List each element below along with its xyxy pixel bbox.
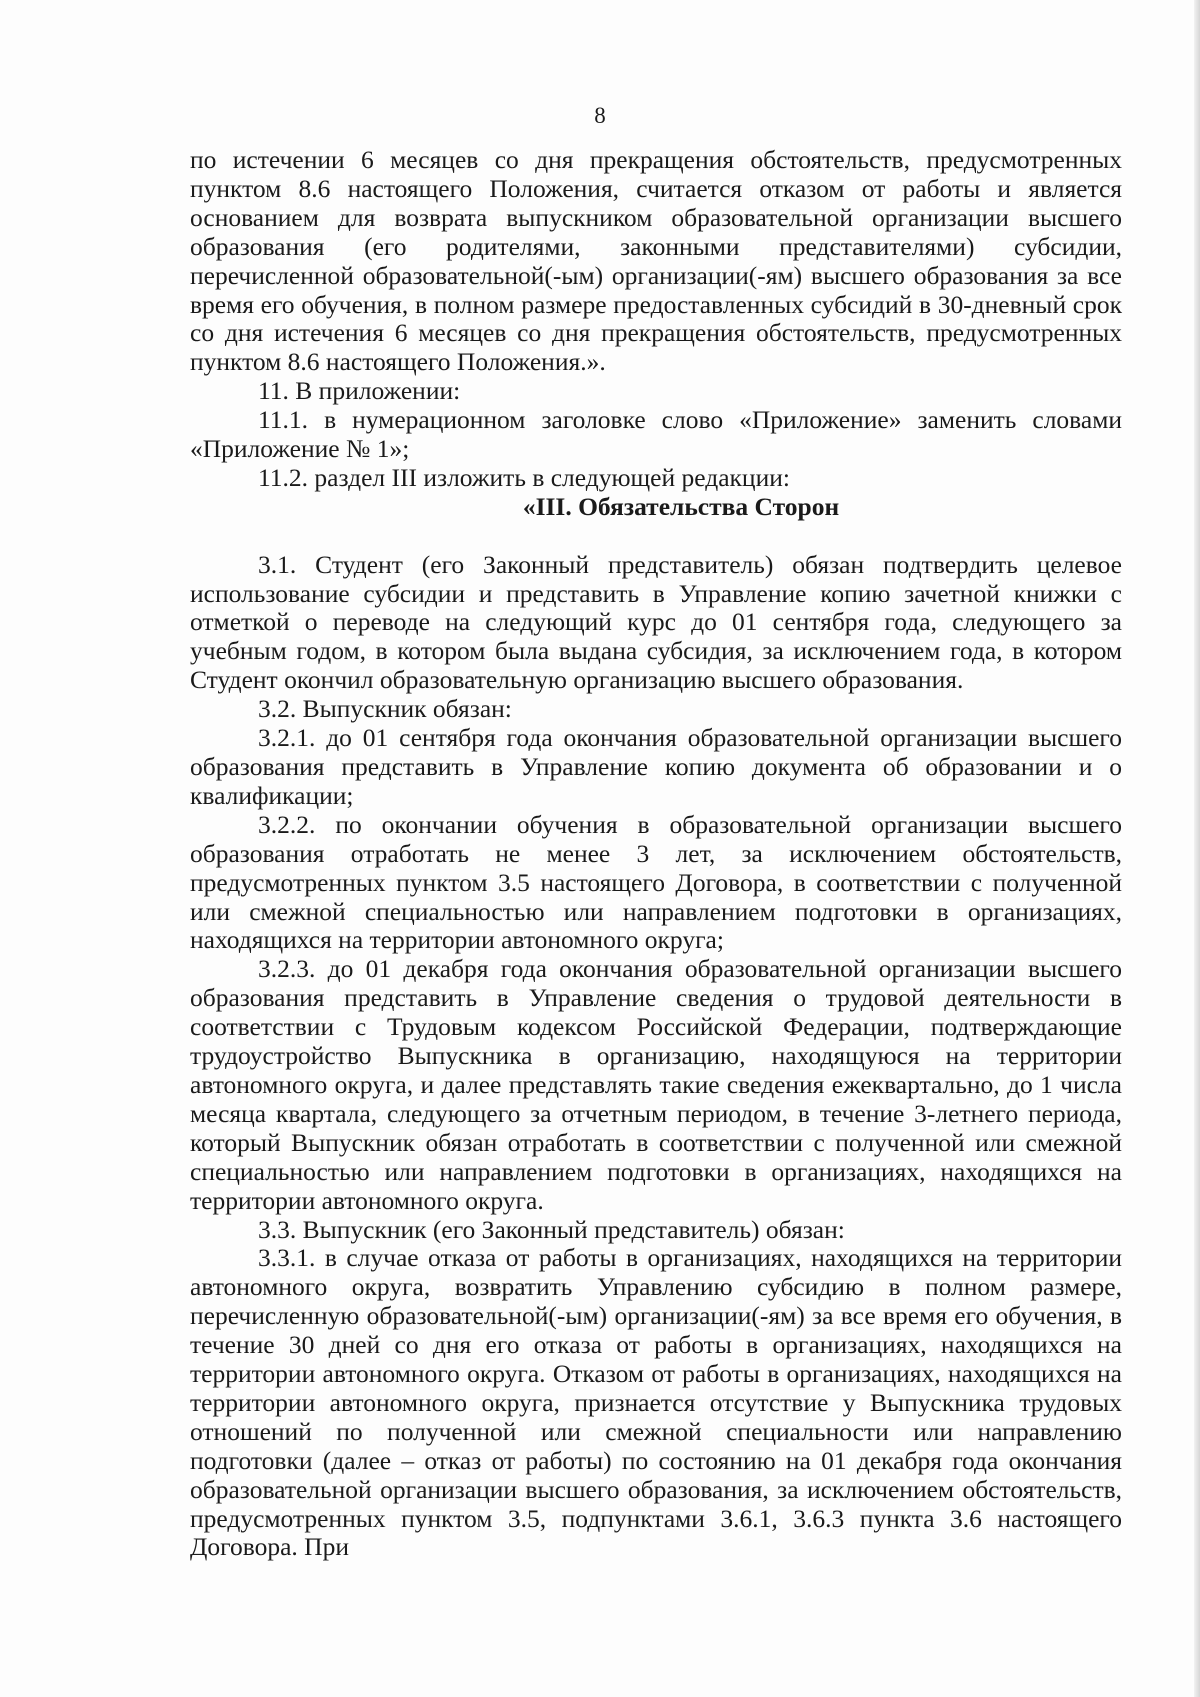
paragraph-item-11-1: 11.1. в нумерационном заголовке слово «Приложение» заменить словами «Приложение № 1»; xyxy=(190,405,1122,464)
blank-line xyxy=(190,522,1122,551)
paragraph-item-3-2-1: 3.2.1. до 01 сентября года окончания образовательной организации высшего образования представить в Управление копию документа об образовании и о квалификации; xyxy=(190,723,1122,810)
paragraph-item-3-3-1: 3.3.1. в случае отказа от работы в организациях, находящихся на территории автономного округа, возвратить Управлению субсидию в полном размере, перечисленную образовательной(-ым) организации(-ям) за все время его обучения, в течение 30 дней со дня его отказа от работы в организациях, находящихся на территории автономного округа. Отказом от работы в организациях, находящихся на территории автономного округа, признается отсутствие у Выпускника трудовых отношений по полученной или смежной специальности или направлению подготовки (далее – отказ от работы) по состоянию на 01 декабря года окончания образовательной организации высшего образования, за исключением обстоятельств, предусмотренных пунктом 3.5, подпунктами 3.6.1, 3.6.3 пункта 3.6 настоящего Договора. При xyxy=(190,1243,1122,1562)
paragraph-item-11: 11. В приложении: xyxy=(258,376,461,406)
paragraph-item-3-1: 3.1. Студент (его Законный представитель) обязан подтвердить целевое использование субсидии и представить в Управление копию зачетной книжки с отметкой о переводе на следующий курс до 01 сентября года, следующего за учебным годом, в котором была выдана субсидия, за исключением года, в котором Студент окончил образовательную организацию высшего образования. xyxy=(190,549,1122,695)
paragraph-item-3-2-2: 3.2.2. по окончании обучения в образовательной организации высшего образования отработать не менее 3 лет, за исключением обстоятельств, предусмотренных пунктом 3.5 настоящего Договора, в соответствии с полученной или смежной специальностью или направлением подготовки в организациях, находящихся на территории автономного округа; xyxy=(190,809,1122,955)
paragraph-item-11-2: 11.2. раздел III изложить в следующей редакции: xyxy=(258,462,790,492)
section-heading: «III. Обязательства Сторон xyxy=(522,491,840,521)
page-edge-shadow xyxy=(1194,0,1200,1697)
paragraph-continuation: по истечении 6 месяцев со дня прекращения обстоятельств, предусмотренных пунктом 8.6 настоящего Положения, считается отказом от работы и является основанием для возврата выпускником образовательной организации высшего образования (его родителями, законными представителями) субсидии, перечисленной образовательной(-ым) организации(-ям) высшего образования за все время его обучения, в полном размере предоставленных субсидий в 30-дневный срок со дня истечения 6 месяцев со дня прекращения обстоятельств, предусмотренных пунктом 8.6 настоящего Положения.». xyxy=(190,145,1122,377)
paragraph-item-3-2: 3.2. Выпускник обязан: xyxy=(258,694,512,724)
document-body xyxy=(190,146,1122,1562)
page-number: 8 xyxy=(594,103,606,128)
paragraph-item-3-3: 3.3. Выпускник (его Законный представитель) обязан: xyxy=(258,1214,845,1244)
paragraph-item-3-2-3: 3.2.3. до 01 декабря года окончания образовательной организации высшего образования представить в Управление сведения о трудовой деятельности в соответствии с Трудовым кодексом Российской Федерации, подтверждающие трудоустройство Выпускника в организацию, находящуюся на территории автономного округа, и далее представлять такие сведения ежеквартально, до 1 числа месяца квартала, следующего за отчетным периодом, в течение 3-летнего периода, который Выпускник обязан отработать в соответствии с полученной или смежной специальностью или направлением подготовки в организациях, находящихся на территории автономного округа. xyxy=(190,954,1122,1215)
